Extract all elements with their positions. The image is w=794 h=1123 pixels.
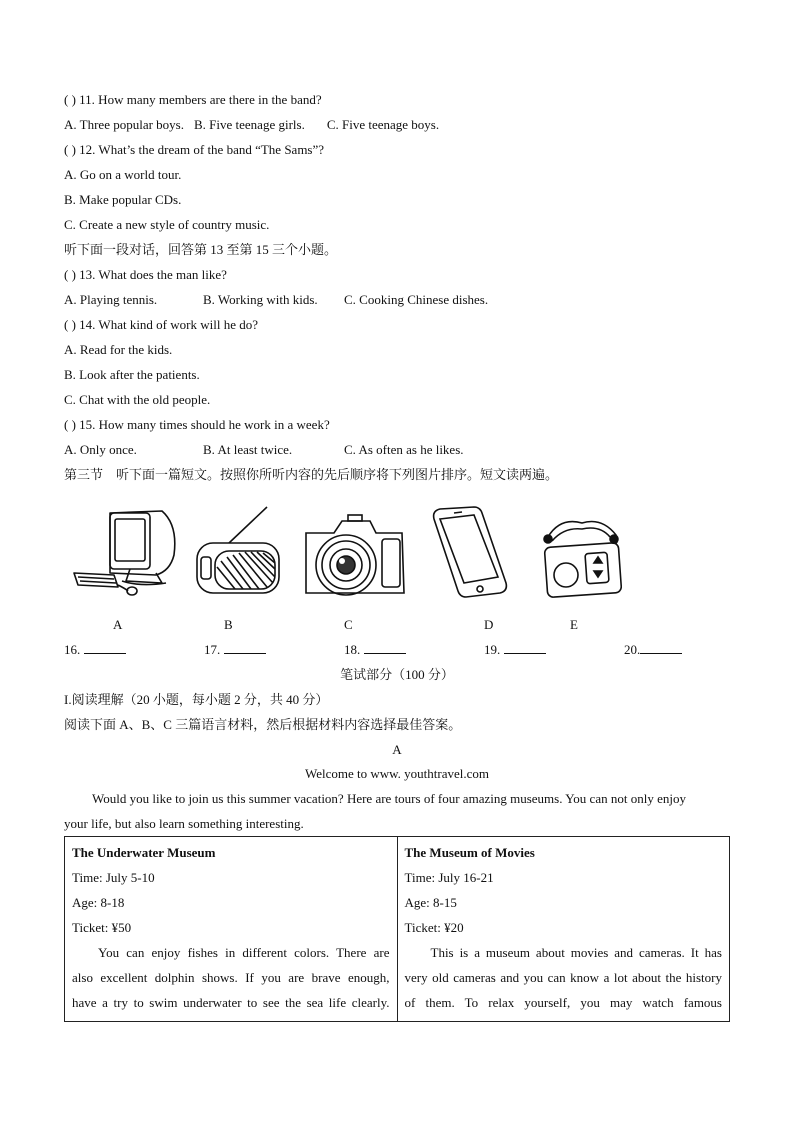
museum-name: The Museum of Movies <box>404 845 535 860</box>
answer-number: 20. <box>624 642 641 657</box>
option-a: A. Go on a world tour. <box>64 167 182 182</box>
part1-instruction: 阅读下面 A、B、C 三篇语言材料，然后根据材料内容选择最佳答案。 <box>64 717 462 732</box>
question-11-options <box>64 117 439 133</box>
computer-icon <box>70 505 182 597</box>
option-b: B. Five teenage girls. <box>193 117 305 132</box>
picture-label-e: E <box>570 617 578 632</box>
answer-number: 16. <box>64 642 81 657</box>
option-c: C. Create a new style of country music. <box>64 217 270 232</box>
desc-line: This is a museum about movies and cameras. It has <box>430 945 722 960</box>
option-c: C. Cooking Chinese dishes. <box>344 292 489 307</box>
museum-ticket: Ticket: ¥20 <box>404 920 464 935</box>
option-a: A. Playing tennis. <box>64 292 158 307</box>
picture-label-b: B <box>224 617 233 632</box>
desc-line: of them. To relax yourself, you may watch famous <box>404 995 722 1010</box>
desc-line: very old cameras and you can know a lot about the history <box>404 970 722 985</box>
option-c: C. As often as he likes. <box>344 442 464 457</box>
museum-description <box>405 940 723 1015</box>
picture-label-a: A <box>113 617 123 632</box>
option-b: B. Make popular CDs. <box>64 192 182 207</box>
museum-age: Age: 8-18 <box>72 895 125 910</box>
answer-number: 18. <box>344 642 361 657</box>
written-section-title: 笔试部分（100 分） <box>340 667 454 682</box>
question-14-stem: ( ) 14. What kind of work will he do? <box>64 317 258 332</box>
option-c: C. Five teenage boys. <box>326 117 440 132</box>
museum-time: Time: July 5-10 <box>72 870 155 885</box>
question-12-stem: ( ) 12. What’s the dream of the band “The Sams”? <box>64 142 325 157</box>
option-a: A. Read for the kids. <box>64 342 173 357</box>
answer-blank-16[interactable] <box>64 642 126 658</box>
museum-ticket: Ticket: ¥50 <box>72 920 132 935</box>
radio-icon <box>193 503 283 599</box>
museum-card-movies <box>397 837 730 1022</box>
passage-intro-line-1: Would you like to join us this summer vacation? Here are tours of four amazing museums. You can not only enjoy <box>92 791 686 806</box>
option-b: B. Working with kids. <box>203 292 318 307</box>
museum-description <box>72 940 390 1015</box>
option-b: B. At least twice. <box>203 442 293 457</box>
option-a: A. Three popular boys. <box>64 117 184 132</box>
option-a: A. Only once. <box>64 442 137 457</box>
section-3-title: 第三节 听下面一篇短文。按照你所听内容的先后顺序将下列图片排序。短文读两遍。 <box>64 467 559 482</box>
picture-label-c: C <box>344 617 353 632</box>
phone-icon <box>428 505 510 599</box>
museum-age: Age: 8-15 <box>404 895 457 910</box>
passage-letter: A <box>392 742 402 757</box>
answer-number: 17. <box>204 642 221 657</box>
museum-name: The Underwater Museum <box>72 845 216 860</box>
answer-number: 19. <box>484 642 501 657</box>
question-13-options <box>64 292 488 308</box>
passage-heading: Welcome to www. youthtravel.com <box>304 766 490 781</box>
answer-blank-17[interactable] <box>204 642 266 658</box>
question-15-stem: ( ) 15. How many times should he work in a week? <box>64 417 330 432</box>
desc-line: You can enjoy fishes in different colors. There are <box>98 945 390 960</box>
option-b: B. Look after the patients. <box>64 367 200 382</box>
part1-title: I.阅读理解（20 小题，每小题 2 分，共 40 分） <box>64 692 329 707</box>
question-13-stem: ( ) 13. What does the man like? <box>64 267 227 282</box>
section-note: 听下面一段对话，回答第 13 至第 15 三个小题。 <box>64 242 338 257</box>
museum-time: Time: July 16-21 <box>404 870 494 885</box>
picture-label-d: D <box>484 617 494 632</box>
answer-blank-18[interactable] <box>344 642 406 658</box>
answer-blank-20[interactable] <box>624 642 682 658</box>
desc-line: have a try to swim underwater to see the sea life clearly. <box>72 995 390 1010</box>
passage-intro-line-2: your life, but also learn something interesting. <box>64 816 304 831</box>
option-c: C. Chat with the old people. <box>64 392 211 407</box>
museums-table <box>64 836 730 1022</box>
mp3-player-icon <box>538 515 622 599</box>
camera-icon <box>300 513 408 601</box>
question-11-stem: ( ) 11. How many members are there in the band? <box>64 92 322 107</box>
museum-card-underwater <box>65 837 398 1022</box>
question-15-options <box>64 442 464 458</box>
answer-blank-19[interactable] <box>484 642 546 658</box>
desc-line: also excellent dolphin shows. If you are brave enough, <box>72 970 390 985</box>
